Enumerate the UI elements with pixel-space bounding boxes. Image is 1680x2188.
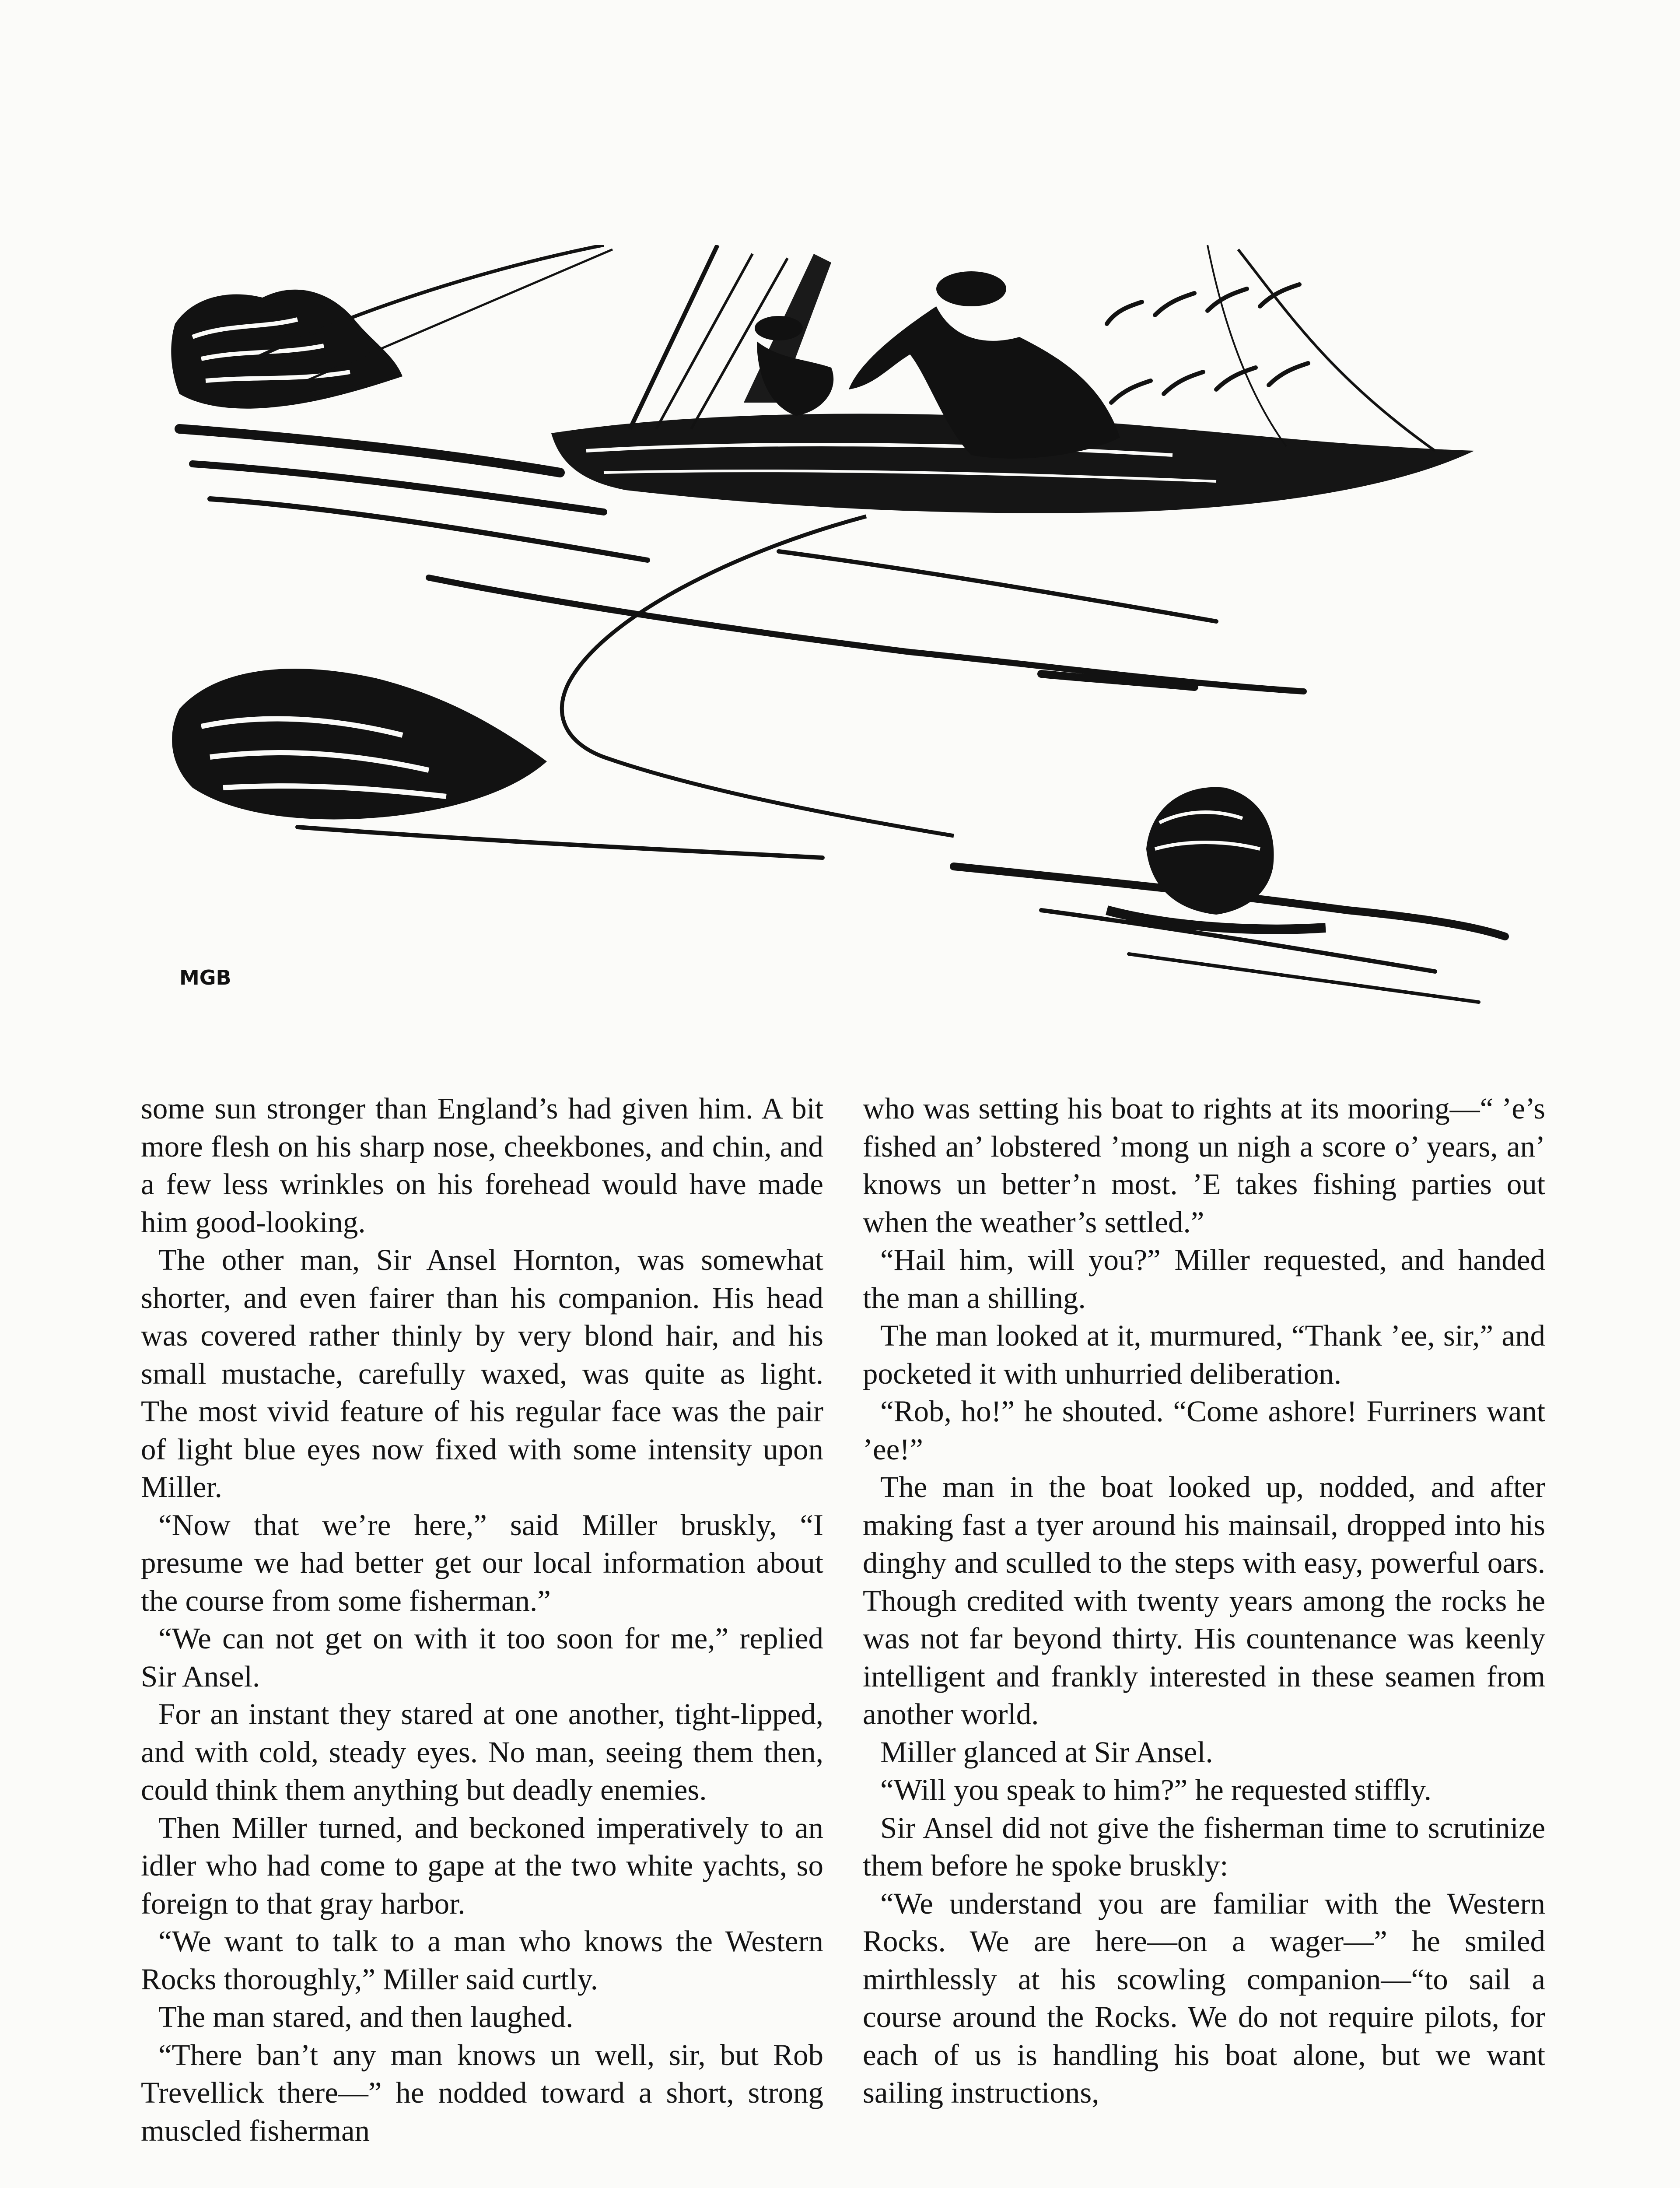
right-column: [863, 1090, 1545, 2112]
paragraph: “We can not get on with it too soon for me,” replied Sir Ansel.: [141, 1622, 823, 1693]
paragraph: “There ban’t any man knows un well, sir, but Rob Trevellick there—” he nodded toward a short, strong muscled fisherman: [141, 2038, 823, 2147]
swimmer-head: [1107, 787, 1326, 929]
paragraph: The other man, Sir Ansel Hornton, was somewhat shorter, and even fairer than his companion. His head was covered rather thinly by very blond hair, and his small mustache, carefully waxed, was quite as light. The most vivid feature of his regular face was the pair of light blue eyes now fixed with some intensity upon Miller.: [141, 1243, 823, 1504]
paragraph: The man in the boat looked up, nodded, and after making fast a tyer around his mainsail, dropped into his dinghy and sculled to the steps with easy, powerful oars. Though credited with twenty years among the rocks he was not far beyond thirty. His countenance was keenly intelligent and frankly interested in these seamen from another world.: [863, 1470, 1545, 1731]
water-strokes-lower: [298, 827, 1505, 1002]
paragraph: Miller glanced at Sir Ansel.: [880, 1735, 1213, 1769]
paragraph: For an instant they stared at one another, tight-lipped, and with cold, steady eyes. No man, seeing them then, could think them anything but deadly enemies.: [141, 1697, 823, 1806]
paragraph: The man stared, and then laughed.: [158, 2000, 574, 2034]
paragraph: “Rob, ho!” he shouted. “Come ashore! Furriners want ’ee!”: [863, 1395, 1545, 1466]
paragraph: “Hail him, will you?” Miller requested, and handed the man a shilling.: [863, 1243, 1545, 1315]
rope-line: [562, 516, 954, 836]
paragraph: some sun stronger than England’s had given him. A bit more flesh on his sharp nose, cheekbones, and chin, and a few less wrinkles on his forehead would have made him good-looking.: [141, 1092, 823, 1239]
paragraph: “We understand you are familiar with the Western Rocks. We are here—on a wager—” he smiled mirthlessly at his scowling companion—“to sail a course around the Rocks. We do not require pilots, for each of us is handling his boat alone, but we want sailing instructions,: [863, 1886, 1545, 2109]
illustration: [166, 245, 1518, 1063]
paragraph: Sir Ansel did not give the fisherman time to scrutinize them before he spoke bruskly:: [863, 1811, 1545, 1882]
paragraph: “Now that we’re here,” said Miller bruskly, “I presume we had better get our local information about the course from some fisherman.”: [141, 1508, 823, 1617]
rock-lower-left: [172, 669, 547, 819]
illustration-signature: MGB: [179, 966, 231, 989]
paragraph: Then Miller turned, and beckoned imperatively to an idler who had come to gape at the two white yachts, so foreign to that gray harbor.: [141, 1811, 823, 1920]
paragraph: who was setting his boat to rights at its mooring—“ ’e’s fished an’ lobstered ’mong un nigh a score o’ years, an’ knows un better’n most. ’E takes fishing parties out when the weather’s settled.”: [863, 1092, 1545, 1239]
left-column: [141, 1090, 823, 2149]
paragraph: “Will you speak to him?” he requested stiffly.: [880, 1773, 1432, 1806]
paragraph: The man looked at it, murmured, “Thank ’ee, sir,” and pocketed it with unhurried deliberation.: [863, 1319, 1545, 1390]
paragraph: “We want to talk to a man who knows the Western Rocks thoroughly,” Miller said curtly.: [141, 1925, 823, 1996]
rock-upper-left: [171, 290, 402, 409]
